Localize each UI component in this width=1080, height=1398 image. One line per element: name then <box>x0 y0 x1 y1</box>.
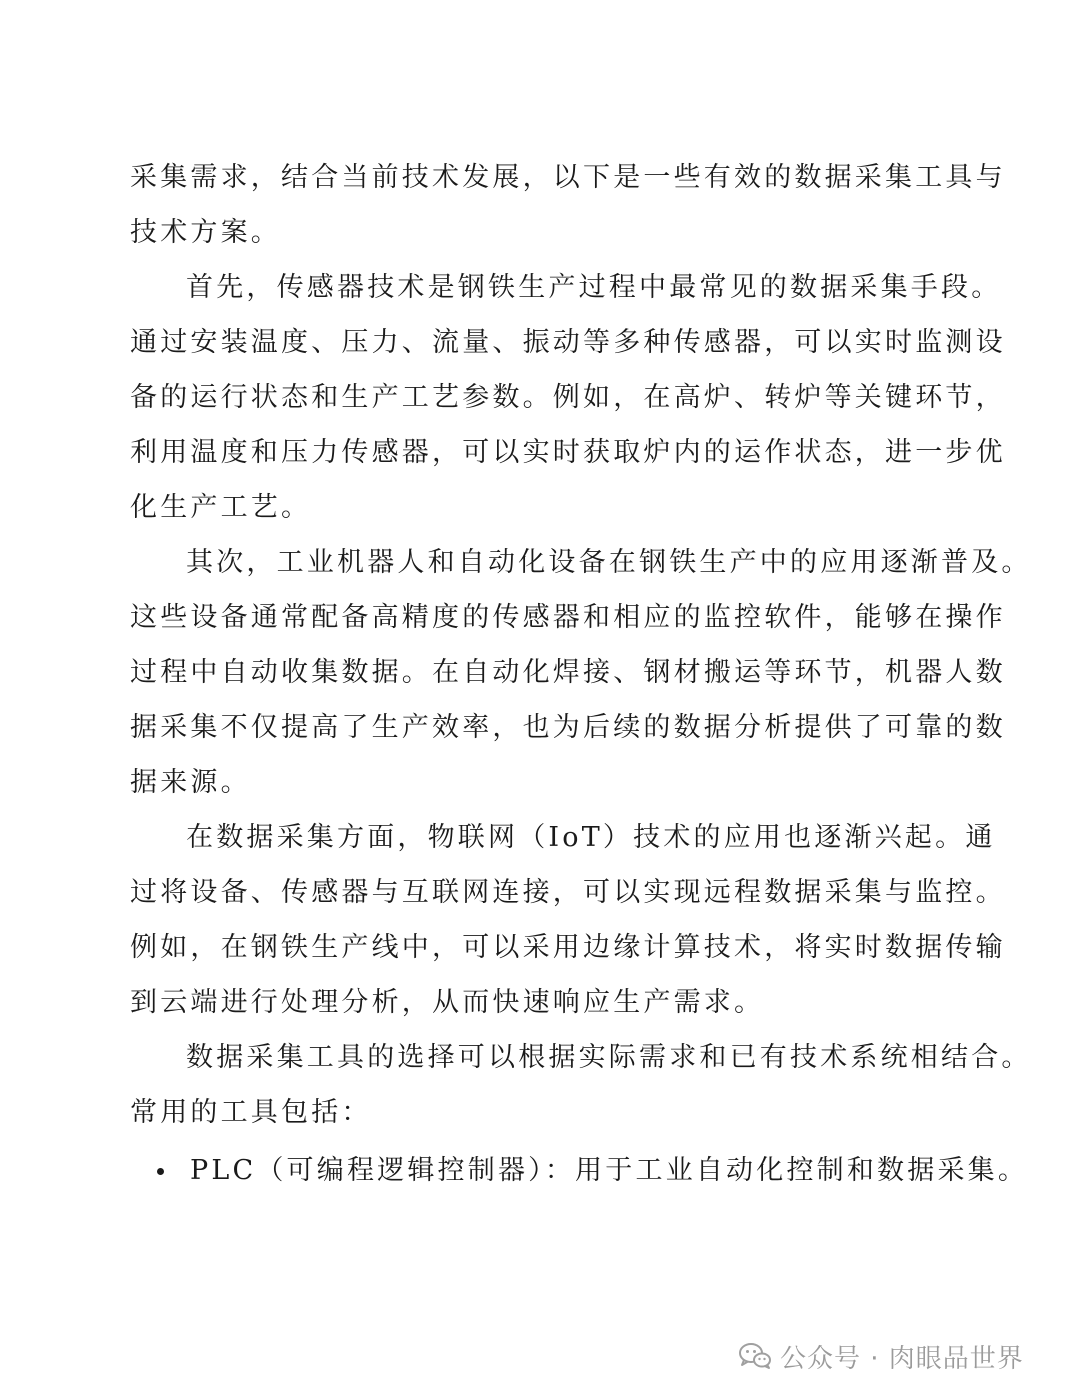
paragraph-line: 采集需求，结合当前技术发展，以下是一些有效的数据采集工具与 <box>130 162 1006 193</box>
bullet-icon <box>157 1168 164 1175</box>
watermark-text: 公众号 · 肉眼品世界 <box>780 1343 1024 1374</box>
paragraph-line: 通过安装温度、压力、流量、振动等多种传感器，可以实时监测设 <box>130 327 1006 358</box>
list-item: PLC（可编程逻辑控制器）：用于工业自动化控制和数据采集。 <box>190 1155 1029 1186</box>
wechat-icon <box>738 1342 772 1370</box>
paragraph-line: 数据采集工具的选择可以根据实际需求和已有技术系统相结合。 <box>186 1042 1032 1073</box>
paragraph-line: 技术方案。 <box>130 217 281 248</box>
paragraph-line: 据采集不仅提高了生产效率，也为后续的数据分析提供了可靠的数 <box>130 712 1006 743</box>
paragraph-line: 化生产工艺。 <box>130 492 312 523</box>
paragraph-line: 首先，传感器技术是钢铁生产过程中最常见的数据采集手段。 <box>186 272 1002 303</box>
paragraph-line: 过程中自动收集数据。在自动化焊接、钢材搬运等环节，机器人数 <box>130 657 1006 688</box>
paragraph-line: 常用的工具包括： <box>130 1097 372 1128</box>
paragraph-line: 利用温度和压力传感器，可以实时获取炉内的运作状态，进一步优 <box>130 437 1006 468</box>
paragraph-line: 这些设备通常配备高精度的传感器和相应的监控软件，能够在操作 <box>130 602 1006 633</box>
paragraph-line: 在数据采集方面，物联网（IoT）技术的应用也逐渐兴起。通 <box>186 822 996 853</box>
paragraph-line: 到云端进行处理分析，从而快速响应生产需求。 <box>130 987 765 1018</box>
paragraph-line: 过将设备、传感器与互联网连接，可以实现远程数据采集与监控。 <box>130 877 1006 908</box>
paragraph-line: 例如，在钢铁生产线中，可以采用边缘计算技术，将实时数据传输 <box>130 932 1006 963</box>
paragraph-line: 据来源。 <box>130 767 251 798</box>
paragraph-line: 其次，工业机器人和自动化设备在钢铁生产中的应用逐渐普及。 <box>186 547 1032 578</box>
paragraph-line: 备的运行状态和生产工艺参数。例如，在高炉、转炉等关键环节， <box>130 382 1006 413</box>
watermark <box>738 1336 1024 1376</box>
